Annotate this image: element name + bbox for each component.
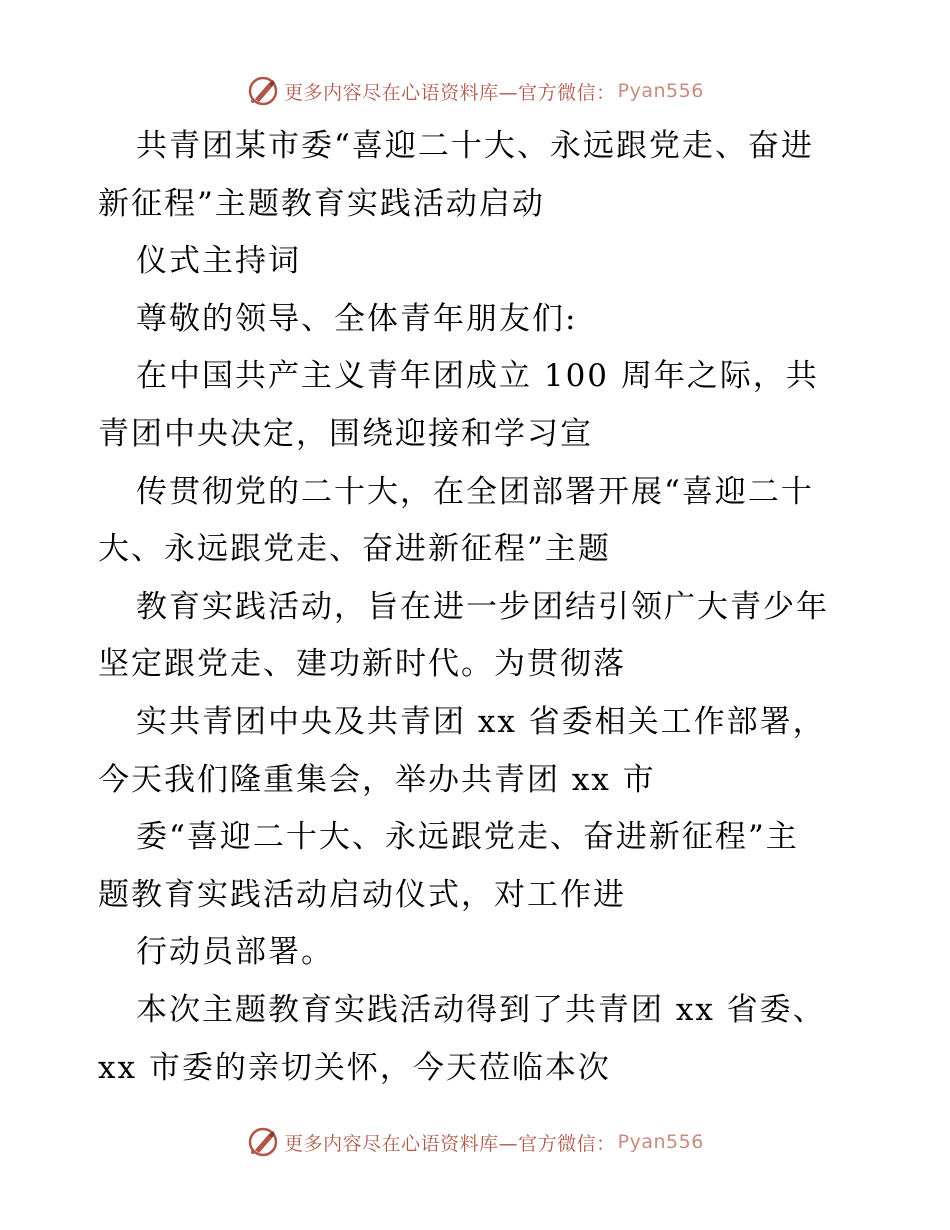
text-line: xx 市委的亲切关怀，今天莅临本次 — [98, 1049, 611, 1086]
text-line: 本次主题教育实践活动得到了共青团 xx 省委、 — [136, 991, 826, 1028]
footer-watermark — [0, 1125, 950, 1159]
text-line: 传贯彻党的二十大，在全团部署开展“喜迎二十 — [136, 473, 814, 510]
text-line: 行动员部署。 — [136, 934, 334, 971]
watermark-wechat-id: Pyan556 — [617, 1131, 704, 1153]
pen-nib-logo-icon — [246, 74, 280, 108]
text-line: 新征程”主题教育实践活动启动 — [98, 185, 545, 222]
text-line: 青团中央决定，围绕迎接和学习宣 — [98, 415, 593, 452]
text-line: 大、永远跟党走、奋进新征程”主题 — [98, 531, 611, 568]
watermark-wechat-id: Pyan556 — [617, 80, 704, 102]
text-line: 仪式主持词 — [136, 243, 301, 280]
text-line: 题教育实践活动启动仪式，对工作进 — [98, 876, 626, 913]
text-line: 尊敬的领导、全体青年朋友们: — [136, 300, 578, 337]
document-body — [98, 118, 858, 1097]
text-line: 委“喜迎二十大、永远跟党走、奋进新征程”主 — [136, 819, 799, 856]
text-line: 今天我们隆重集会，举办共青团 xx 市 — [98, 761, 656, 798]
text-line: 教育实践活动，旨在进一步团结引领广大青少年 — [136, 588, 829, 625]
text-line: 坚定跟党走、建功新时代。为贯彻落 — [98, 646, 626, 683]
pen-nib-logo-icon — [246, 1125, 280, 1159]
text-line: 共青团某市委“喜迎二十大、永远跟党走、奋进 — [136, 128, 814, 164]
header-watermark — [0, 74, 950, 108]
text-line: 实共青团中央及共青团 xx 省委相关工作部署， — [136, 703, 826, 740]
text-line: 在中国共产主义青年团成立 100 周年之际，共 — [136, 358, 819, 395]
watermark-text: 更多内容尽在心语资料库—官方微信： — [284, 81, 616, 104]
watermark-text: 更多内容尽在心语资料库—官方微信： — [284, 1132, 616, 1155]
